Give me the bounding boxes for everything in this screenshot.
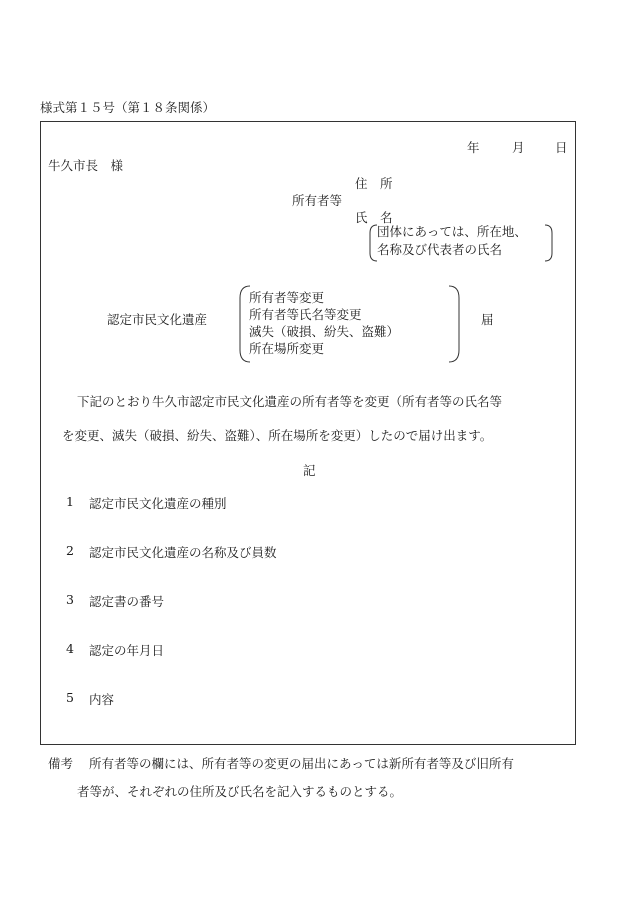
item-label: 認定市民文化遺産の種別 xyxy=(89,496,227,511)
addressee: 牛久市長 様 xyxy=(48,158,124,173)
body-text-line-2: を変更、滅失（破損、紛失、盗難）、所在場所を変更）したので届け出ます。 xyxy=(62,428,493,443)
item-number: 5 xyxy=(66,690,74,705)
item-label: 認定の年月日 xyxy=(89,643,165,658)
option-owner-name-change: 所有者等氏名等変更 xyxy=(249,307,362,322)
date-month: 月 xyxy=(512,140,525,155)
item-label: 認定書の番号 xyxy=(89,594,165,609)
group-note-line-2: 名称及び代表者の氏名 xyxy=(377,242,503,257)
option-location-change: 所在場所変更 xyxy=(249,341,325,356)
remarks-line-1: 所有者等の欄には、所有者等の変更の届出にあっては新所有者等及び旧所有 xyxy=(89,756,514,771)
item-label: 認定市民文化遺産の名称及び員数 xyxy=(89,545,277,560)
ki-label: 記 xyxy=(303,463,316,478)
notification-subject: 認定市民文化遺産 xyxy=(107,312,208,327)
group-note-line-1: 団体にあっては、所在地、 xyxy=(377,224,527,239)
item-number: 1 xyxy=(66,494,74,509)
option-owner-change: 所有者等変更 xyxy=(249,290,325,305)
body-text-line-1: 下記のとおり牛久市認定市民文化遺産の所有者等を変更（所有者等の氏名等 xyxy=(77,394,503,409)
notification-suffix: 届 xyxy=(481,312,494,327)
name-label: 氏 名 xyxy=(355,210,393,225)
owner-label: 所有者等 xyxy=(292,193,343,208)
date-day: 日 xyxy=(555,140,568,155)
item-label: 内容 xyxy=(89,692,115,707)
item-number: 4 xyxy=(66,641,74,656)
remarks-label: 備考 xyxy=(48,756,74,771)
date-year: 年 xyxy=(467,140,480,155)
item-number: 2 xyxy=(66,543,74,558)
option-loss: 滅失（破損、紛失、盗難） xyxy=(249,324,400,339)
remarks-line-2: 者等が、それぞれの住所及び氏名を記入するものとする。 xyxy=(77,784,403,799)
form-number: 様式第１５号（第１８条関係） xyxy=(40,100,216,115)
address-label: 住 所 xyxy=(355,176,393,191)
item-number: 3 xyxy=(66,592,74,607)
